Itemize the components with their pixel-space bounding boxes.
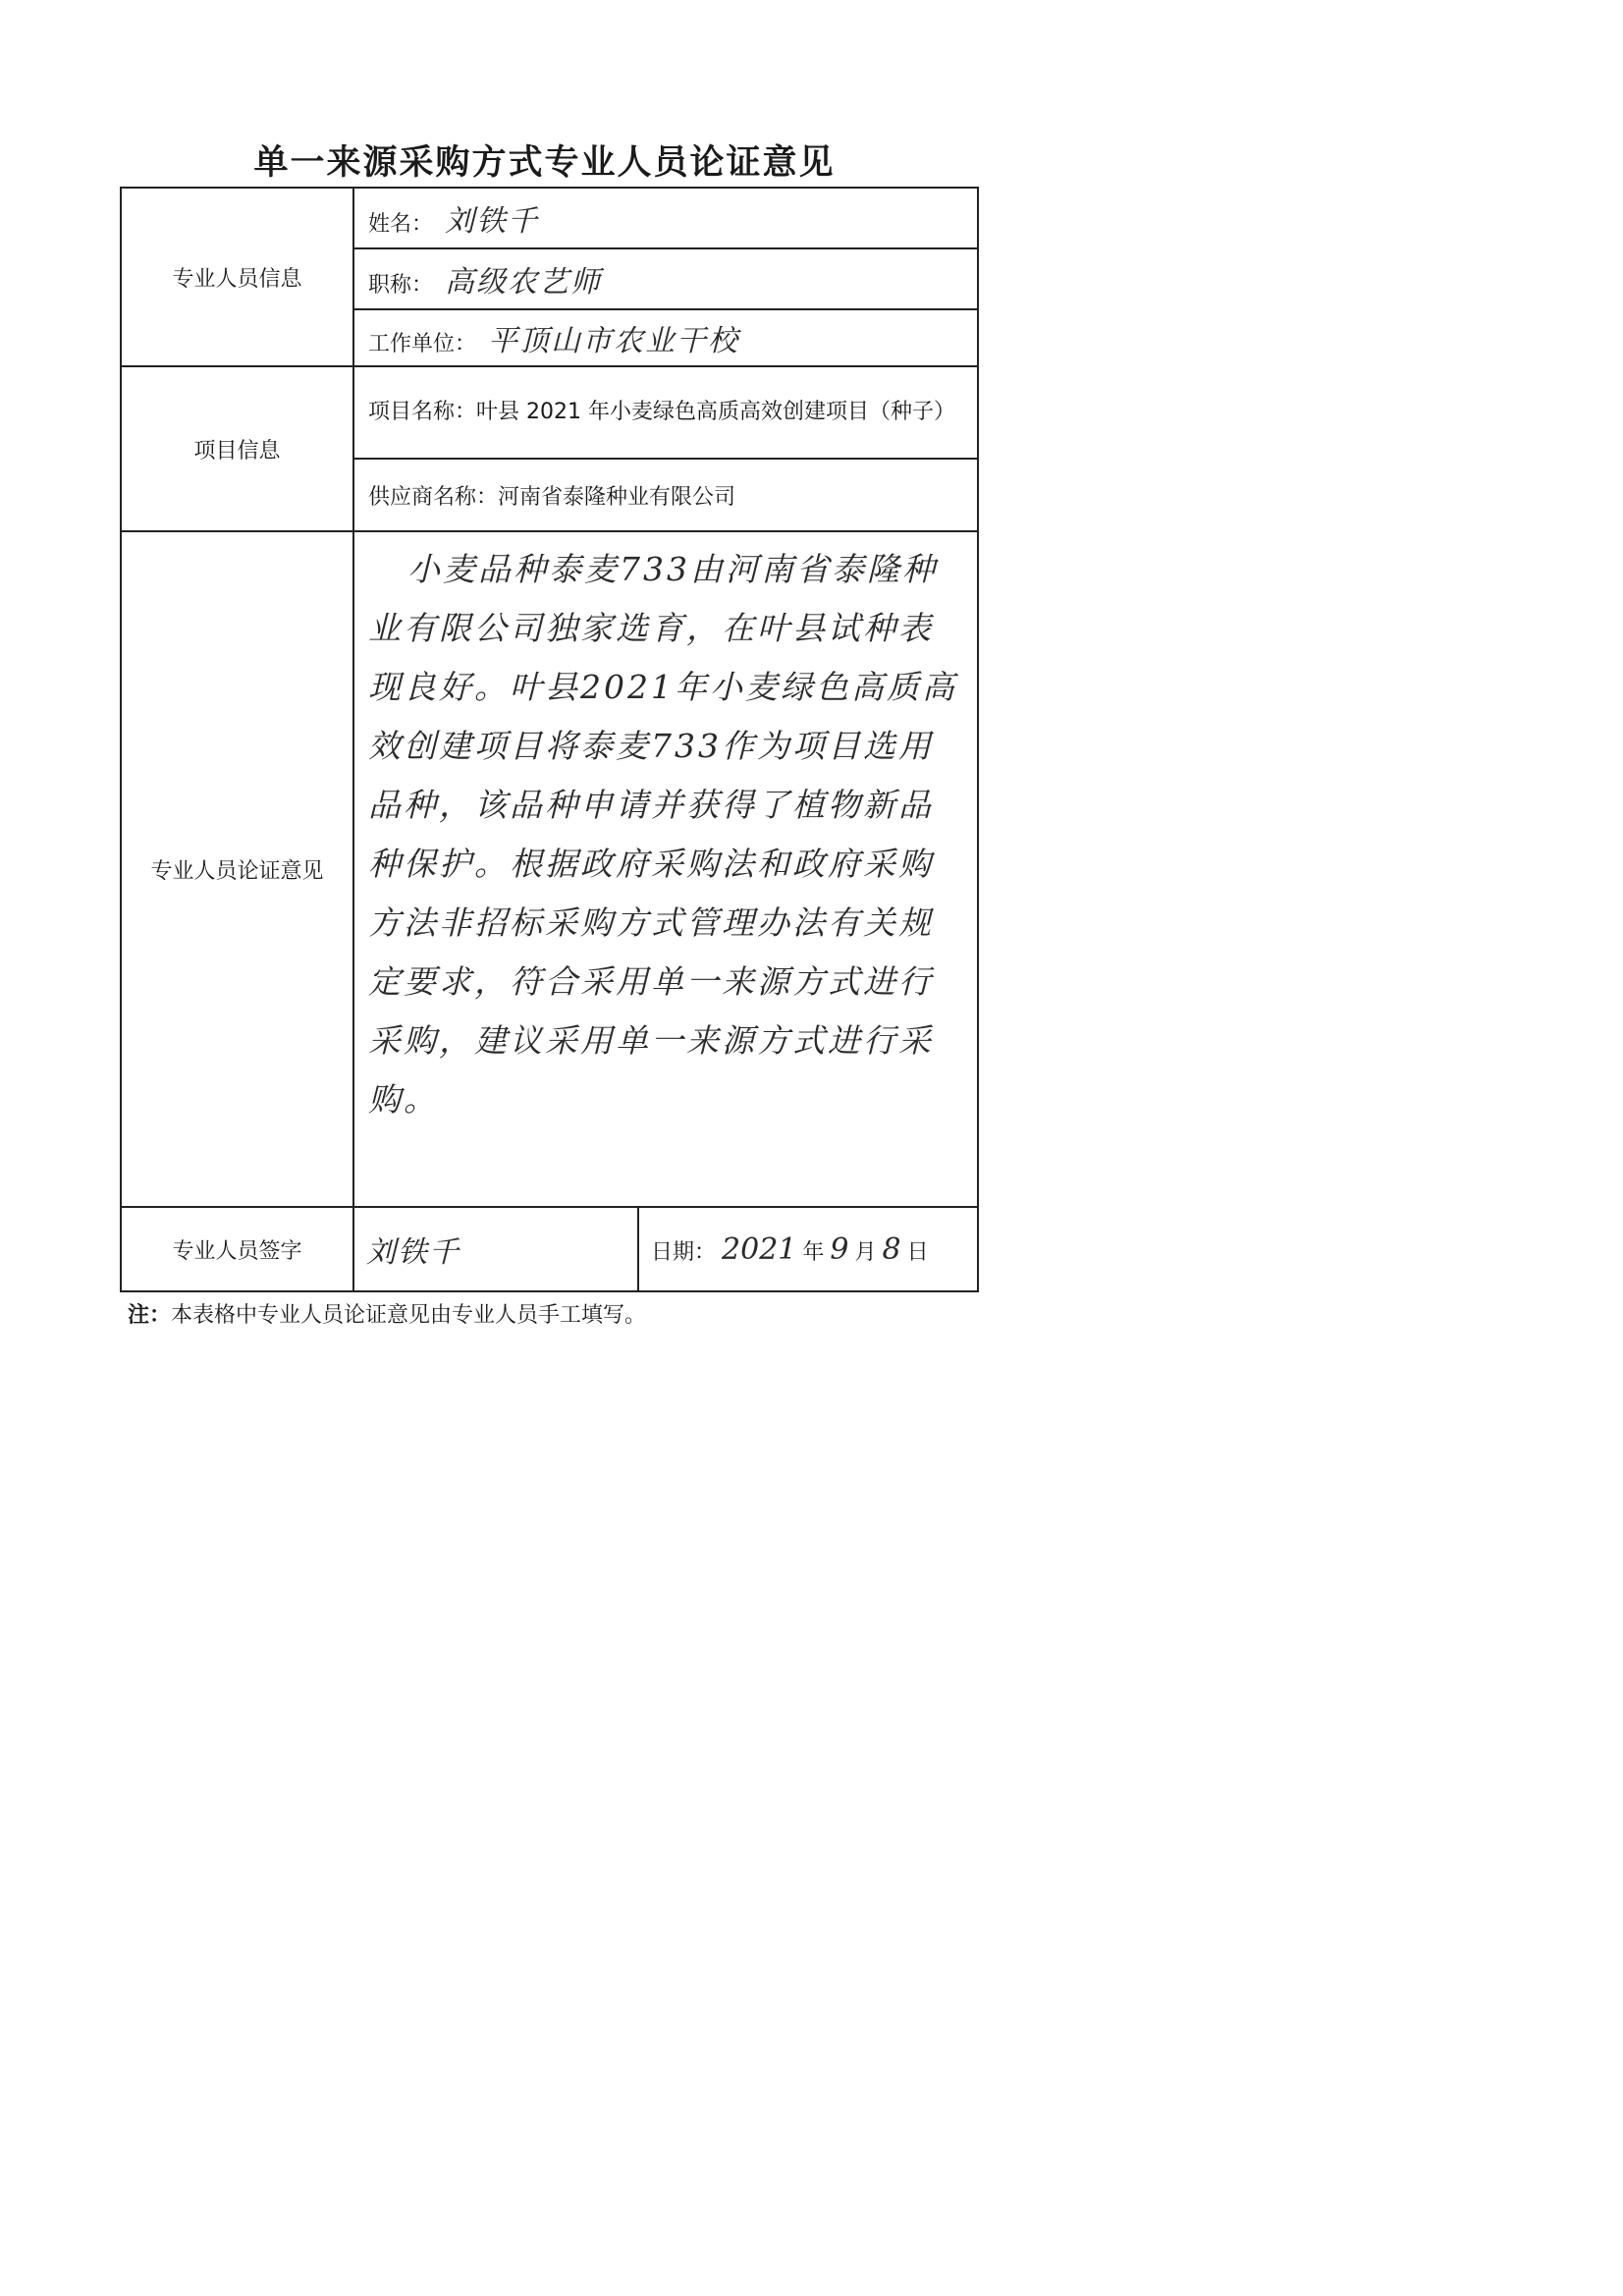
date-label: 日期： bbox=[651, 1239, 717, 1265]
project-name-row bbox=[353, 366, 978, 459]
personnel-info-header: 专业人员信息 bbox=[121, 188, 353, 366]
footnote-text: 本表格中专业人员论证意见由专业人员手工填写。 bbox=[171, 1303, 647, 1328]
supplier-label: 供应商名称： bbox=[368, 484, 499, 510]
name-row bbox=[353, 188, 978, 248]
date-cell bbox=[638, 1207, 978, 1291]
title-value: 高级农艺师 bbox=[445, 265, 603, 300]
opinion-handwritten-text: 小麦品种泰麦733由河南省泰隆种业有限公司独家选育，在叶县试种表现良好。叶县2021年小麦绿色高质高效创建项目将泰麦733作为项目选用品种，该品种申请并获得了植物新品种保护。根据政府采购法和政府采购方法非招标采购方式管理办法有关规定要求，符合采用单一来源方式进行采购，建议采用单一来源方式进行采购。 bbox=[368, 550, 957, 1119]
name-value: 刘铁千 bbox=[445, 204, 540, 239]
signature-value: 刘铁千 bbox=[366, 1235, 460, 1270]
date-day-unit: 日 bbox=[906, 1239, 929, 1265]
opinion-header: 专业人员论证意见 bbox=[121, 531, 353, 1207]
signature-header: 专业人员签字 bbox=[121, 1207, 353, 1291]
opinion-cell bbox=[353, 531, 978, 1207]
date-month: 9 bbox=[830, 1231, 849, 1267]
page-title: 单一来源采购方式专业人员论证意见 bbox=[253, 142, 836, 183]
footnote-prefix: 注： bbox=[128, 1303, 172, 1328]
title-label: 职称： bbox=[368, 273, 434, 298]
project-name-value: 叶县 2021 年小麦绿色高质高效创建项目（种子） bbox=[476, 400, 955, 424]
unit-row bbox=[353, 309, 978, 366]
supplier-value: 河南省泰隆种业有限公司 bbox=[498, 484, 736, 510]
signature-cell bbox=[353, 1207, 638, 1291]
project-name-label: 项目名称： bbox=[368, 400, 477, 424]
unit-label: 工作单位： bbox=[368, 332, 477, 356]
name-label: 姓名： bbox=[368, 212, 434, 237]
date-month-unit: 月 bbox=[854, 1239, 877, 1265]
date-year: 2021 bbox=[722, 1231, 797, 1267]
title-row bbox=[353, 248, 978, 309]
opinion-form-table bbox=[120, 187, 979, 1292]
project-info-header: 项目信息 bbox=[121, 366, 353, 531]
supplier-row bbox=[353, 459, 978, 531]
date-day: 8 bbox=[882, 1231, 901, 1267]
footnote bbox=[128, 1298, 646, 1329]
unit-value: 平顶山市农业干校 bbox=[488, 324, 740, 358]
date-year-unit: 年 bbox=[802, 1239, 825, 1265]
